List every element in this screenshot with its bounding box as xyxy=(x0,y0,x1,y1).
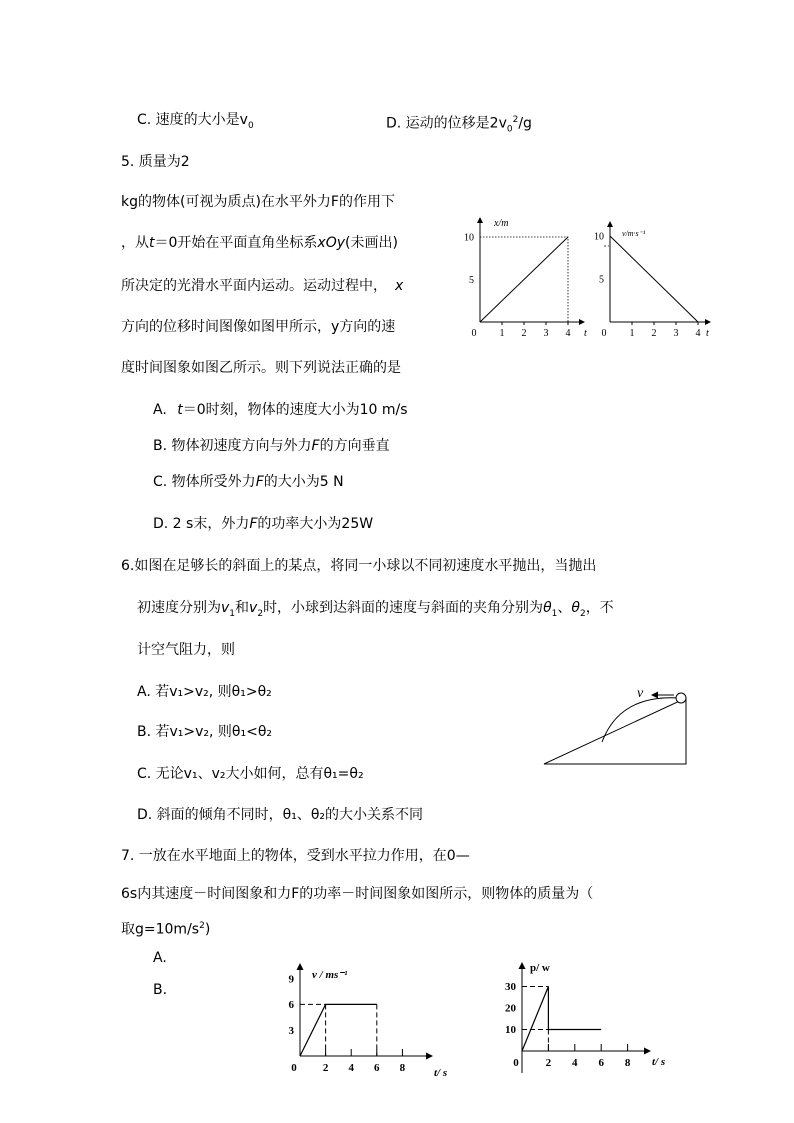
ball xyxy=(676,693,686,703)
q6-option-b: B. 若v₁>v₂, 则θ₁<θ₂ xyxy=(137,724,273,740)
q6-line-1: 6.如图在足够长的斜面上的某点，将同一小球以不同初速度水平抛出，当抛出 xyxy=(121,558,597,574)
x-tick-label: 2 xyxy=(545,1057,552,1069)
q5-line-1: 5. 质量为2 xyxy=(121,154,190,170)
y-tick-label: 6 xyxy=(288,999,294,1012)
trajectory-arc xyxy=(602,698,680,742)
x-tick-label: 2 xyxy=(322,1062,329,1074)
y-tick-label: 10 xyxy=(464,232,474,244)
x-tick-label: 2 xyxy=(651,328,657,339)
q6-option-c: C. 无论v₁、v₂大小如何，总有θ₁=θ₂ xyxy=(137,766,364,782)
x-tick-label: 4 xyxy=(348,1062,354,1074)
y-axis-label: x/m xyxy=(494,218,509,229)
y-tick-label: 10 xyxy=(594,231,604,243)
q5-option-c: C. 物体所受外力F的大小为5 N xyxy=(153,474,344,490)
x-tick-label: 4 xyxy=(565,328,571,339)
x-axis-label: t/ s xyxy=(434,1067,448,1079)
y-tick-label: 5 xyxy=(469,274,474,286)
y-tick-label: 9 xyxy=(288,973,294,986)
q5-line-4: 所决定的光滑水平面内运动。运动过程中， x xyxy=(121,278,404,294)
velocity-label: v xyxy=(637,686,644,701)
x-tick-label: 3 xyxy=(673,328,679,339)
q6-line-3: 计空气阻力，则 xyxy=(137,642,235,658)
x-tick-label: 0 xyxy=(291,1062,297,1074)
q5-line-3: ，从t＝0开始在平面直角坐标系xOy(未画出) xyxy=(121,235,398,251)
q5-option-d: D. 2 s末，外力F的功率大小为25W xyxy=(153,516,374,532)
q6-option-a: A. 若v₁>v₂, 则θ₁>θ₂ xyxy=(137,684,272,700)
x-tick-label: 0 xyxy=(471,328,477,339)
y-tick-label: 30 xyxy=(505,981,516,994)
q4-option-d: D. 运动的位移是$2v_0^2/g$ xyxy=(386,115,532,135)
y-tick-label: 10 xyxy=(505,1024,516,1037)
q7-graph-v-t xyxy=(280,960,460,1085)
x-tick-label: 0 xyxy=(601,328,607,339)
q6-incline-figure xyxy=(540,684,692,768)
x-tick-label: 4 xyxy=(695,328,701,339)
q4-option-c: C. 速度的大小是$v_0$ xyxy=(137,112,254,131)
q7-graph-p-t xyxy=(500,955,680,1085)
x-tick-label: 3 xyxy=(543,328,549,339)
x-tick-label: 6 xyxy=(374,1062,380,1074)
q5-graph-x-t xyxy=(458,210,598,340)
y-axis-label: v/m·s⁻¹ xyxy=(622,229,646,238)
x-tick-label: 1 xyxy=(499,328,505,339)
x-tick-label: 2 xyxy=(521,328,527,339)
x-tick-label: 6 xyxy=(598,1057,604,1069)
x-tick-label: 8 xyxy=(399,1062,406,1074)
x-tick-label: 4 xyxy=(572,1057,578,1069)
x-tick-label: 0 xyxy=(513,1057,519,1069)
x-tick-label: 1 xyxy=(629,328,635,339)
y-tick-label: 3 xyxy=(288,1024,294,1037)
q5-line-5: 方向的位移时间图像如图甲所示，y方向的速 xyxy=(121,319,396,335)
series-line xyxy=(610,236,698,322)
series-line xyxy=(522,987,601,1052)
x-tick-label: 8 xyxy=(624,1057,631,1069)
y-axis-label: p/ w xyxy=(530,962,550,974)
x-axis-label: t xyxy=(584,328,587,339)
y-tick-label: 20 xyxy=(505,1002,516,1015)
q5-option-b: B. 物体初速度方向与外力F的方向垂直 xyxy=(153,438,390,454)
x-axis-label: t/ s xyxy=(652,1056,666,1068)
q5-line-6: 度时间图象如图乙所示。则下列说法正确的是 xyxy=(121,360,401,376)
incline-triangle xyxy=(544,698,686,764)
q6-line-2: 初速度分别为$v_1$和$v_2$时，小球到达斜面的速度与斜面的夹角分别为$\theta_1$、$\theta_2$，不 xyxy=(137,600,614,619)
series-line xyxy=(300,1004,377,1056)
x-axis-label: t xyxy=(706,328,709,339)
q5-graph-v-t xyxy=(590,210,720,340)
q7-line-3: 取$g=10m/s^2$) xyxy=(121,921,211,938)
y-tick-label: 5 xyxy=(599,274,604,286)
q5-line-2: kg的物体(可视为质点)在水平外力F的作用下 xyxy=(121,194,395,210)
q5-option-a: A. t＝0时刻，物体的速度大小为10 m/s xyxy=(153,402,408,418)
y-axis-label: v / ms⁻¹ xyxy=(312,969,348,981)
series-line xyxy=(480,237,568,322)
q7-option-a: A. xyxy=(153,950,167,966)
q6-option-d: D. 斜面的倾角不同时，θ₁、θ₂的大小关系不同 xyxy=(137,807,424,823)
q7-line-1: 7. 一放在水平地面上的物体，受到水平拉力作用，在0— xyxy=(121,848,470,864)
q7-line-2: 6s内其速度－时间图象和力F的功率－时间图象如图所示，则物体的质量为（ xyxy=(121,886,594,902)
q7-option-b: B. xyxy=(153,982,168,998)
